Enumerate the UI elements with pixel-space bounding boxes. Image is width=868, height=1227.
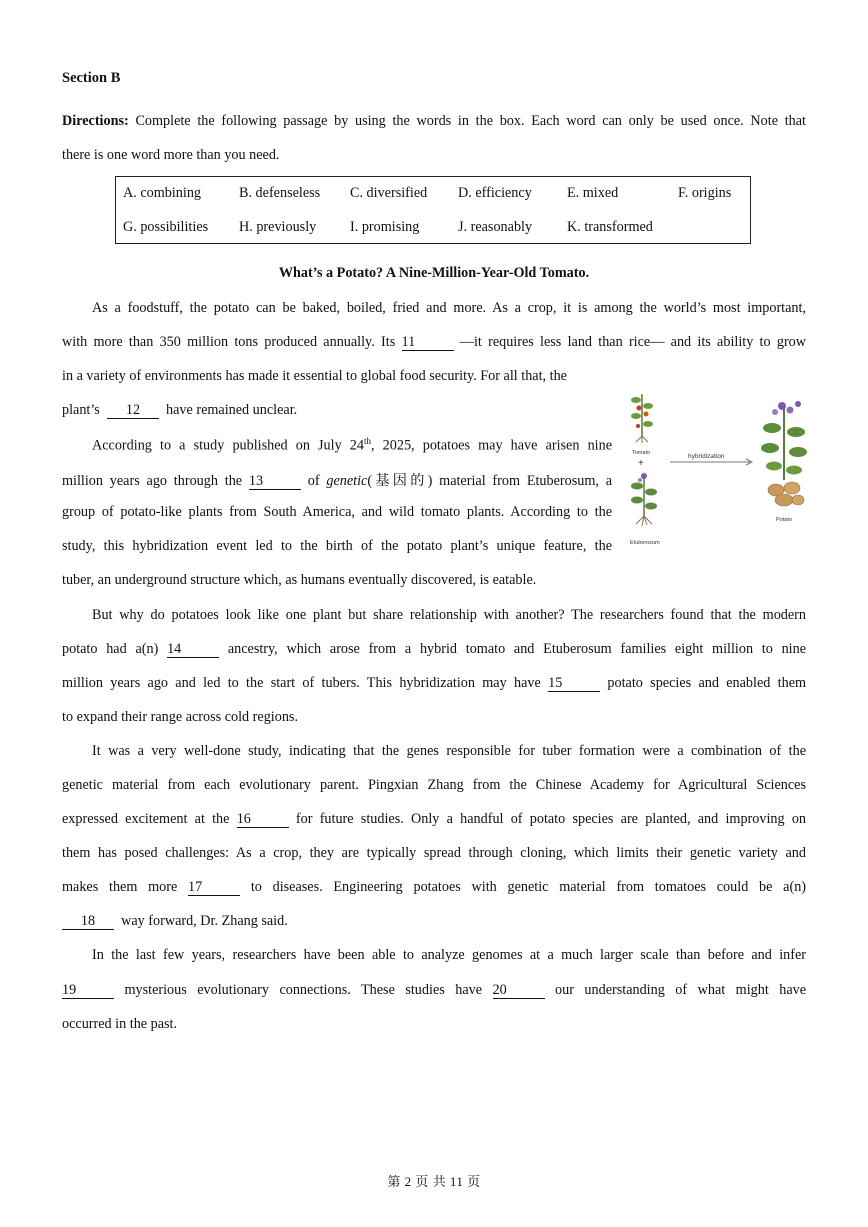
word-option: D. efficiency [458,185,532,201]
p5-line-1: In the last few years, researchers have been able to analyze genomes at a much larger scale than before and infer [92,947,806,963]
blank-15: 15 [548,677,600,692]
plus-sign: + [638,458,644,469]
text: to diseases. Engineering potatoes with genetic material from tomatoes could be a(n) [250,879,807,895]
p5-line-2 [62,982,806,999]
text: potato species and enabled them [607,675,807,691]
text: plant’s [62,402,100,418]
word-option: B. defenseless [239,185,321,201]
directions-text-2: there is one word more than you need. [62,147,280,163]
blank-17: 17 [188,881,240,896]
etuberosum-plant-illustration [631,473,657,526]
potato-plant-illustration [761,401,807,506]
text: our understanding of what might have [555,982,807,998]
text: —it requires less land than rice— and its ability to grow [459,334,807,350]
blank-13: 13 [249,475,301,490]
p4-line-2: genetic material from each evolutionary parent. Pingxian Zhang from the Chinese Academy for Agricultural Sciences [62,777,806,793]
etuberosum-label: Etuberosum [630,540,660,546]
superscript: th [364,436,372,446]
directions [62,104,806,172]
p3-line-3 [62,675,806,692]
p4-line-4: them has posed challenges: As a crop, they are typically spread through cloning, which limits their genetic variety and [62,845,806,861]
text: way forward, Dr. Zhang said. [121,913,288,929]
word-option: G. possibilities [123,219,209,235]
text: makes them more [62,879,178,895]
text: for future studies. Only a handful of potato species are planted, and improving on [295,811,807,827]
hybridization-diagram [622,388,812,553]
p4-line-6 [62,913,288,930]
p1-line-3: in a variety of environments has made it essential to global food security. For all that, the [62,368,567,384]
p4-line-1: It was a very well-done study, indicating that the genes responsible for tuber formation were a combination of the [92,743,806,759]
page-footer: 第 2 页 共 11 页 [387,1174,481,1189]
p1-line-1: As a foodstuff, the potato can be baked, boiled, fried and more. As a crop, it is among the world’s most important, [92,300,806,316]
blank-11: 11 [402,336,454,351]
text: of genetic(基因的) material from Etuberosum, a [307,473,613,489]
blank-20: 20 [493,984,545,999]
text: million years ago through the [62,473,243,489]
p2-line-5: tuber, an underground structure which, as humans eventually discovered, is eatable. [62,572,537,588]
p4-line-3 [62,811,806,828]
directions-text-1: Complete the following passage by using the words in the box. Each word can only be used once. Note that [135,113,806,129]
word-option: H. previously [239,219,317,235]
word-option: K. transformed [567,219,653,235]
tomato-label: Tomato [632,450,651,456]
blank-14: 14 [167,643,219,658]
text: , 2025, potatoes may have arisen nine [371,437,612,454]
potato-label: Potato [776,517,792,523]
p3-line-1: But why do potatoes look like one plant but share relationship with another? The researchers found that the modern [92,607,806,623]
section-title: Section B [62,70,121,86]
blank-19: 19 [62,984,114,999]
p5-line-3: occurred in the past. [62,1016,178,1032]
p2-line-4: study, this hybridization event led to the birth of the potato plant’s unique feature, the [62,538,612,554]
text: potato had a(n) [62,641,159,657]
italic-term: genetic [326,473,368,489]
diagram-svg [622,388,812,553]
text: expressed excitement at the [62,811,230,827]
word-option: C. diversified [350,185,428,201]
text: with more than 350 million tons produced annually. Its [62,334,396,350]
text: have remained unclear. [166,402,298,418]
blank-18: 18 [62,915,114,930]
word-option: F. origins [678,185,732,201]
word-option: E. mixed [567,185,619,201]
p4-line-5 [62,879,806,896]
blank-12: 12 [107,404,159,419]
word-box [115,176,751,244]
text: According to a study published on July 24 [92,437,364,454]
tomato-plant-illustration [631,394,653,443]
word-option: I. promising [350,219,420,235]
p3-line-4: to expand their range across cold regions. [62,709,298,725]
p2-line-3: group of potato-like plants from South America, and wild tomato plants. According to the [62,504,612,520]
text: million years ago and led to the start of tubers. This hybridization may have [62,675,541,691]
p2-line-2 [62,470,612,490]
p1-line-2 [62,334,806,351]
passage-title: What’s a Potato? A Nine-Million-Year-Old Tomato. [278,265,590,281]
blank-16: 16 [237,813,289,828]
directions-label: Directions: [62,113,129,129]
p3-line-2 [62,641,806,658]
p1-line-4 [62,402,297,419]
text: ancestry, which arose from a hybrid tomato and Etuberosum families eight million to nine [227,641,807,657]
text: mysterious evolutionary connections. These studies have [124,982,483,998]
word-option: J. reasonably [458,219,533,235]
hybridization-label: hybridization [688,453,725,460]
word-option: A. combining [123,185,202,201]
p2-line-1 [92,436,612,455]
